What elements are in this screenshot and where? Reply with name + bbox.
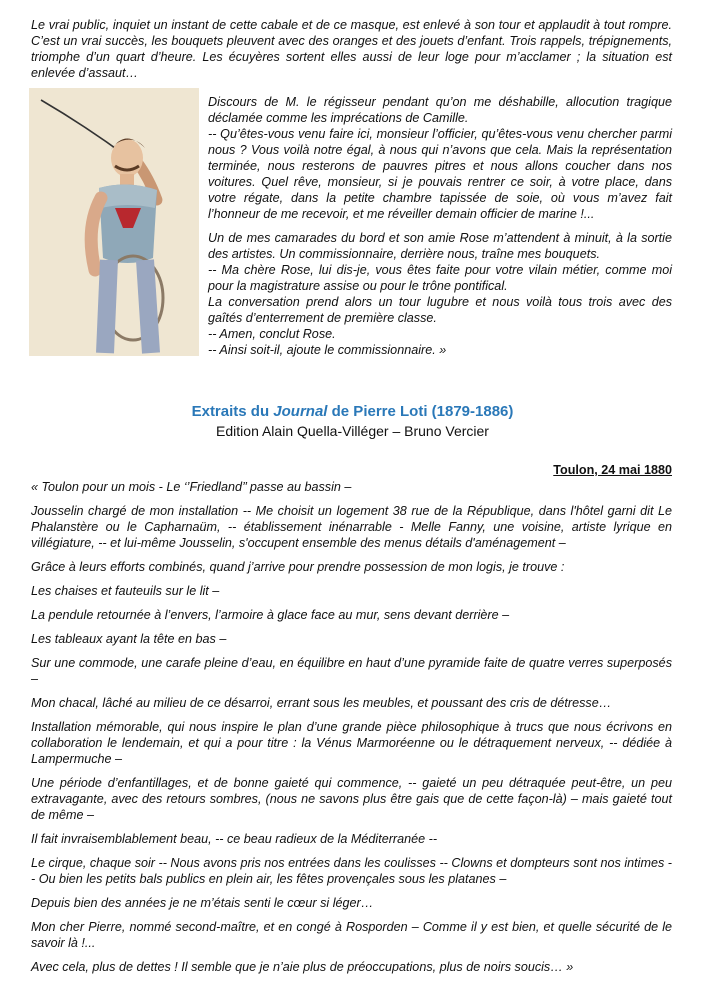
journal-entry: Les chaises et fauteuils sur le lit – <box>31 584 220 598</box>
section-subtitle: Edition Alain Quella-Villéger – Bruno Vercier <box>216 423 489 439</box>
intro-paragraph: Le vrai public, inquiet un instant de cette cabale et de ce masque, est enlevé à son tour et applaudit à tout rompre. C’est un vrai succès, les bouquets pleuvent avec des oranges et des jouets d’enfant. Trois rappels, trépignements, triomphe d’un quart d’heure. Les écuyères sortent elles aussi de leur loge pour m’acclamer ; la situation est enlevée d’assaut… <box>31 18 672 80</box>
journal-entry: La pendule retournée à l’envers, l’armoire à glace face au mur, sens devant derrière – <box>31 608 510 622</box>
speech-regisseur: -- Qu’êtes-vous venu faire ici, monsieur l’officier, qu’êtes-vous venu chercher parmi nous ? Vous voilà notre égal, à nous qui n’avons que cela. Mais la représentation terminée, nous resterons de pauvres pitres et nous allons coucher dans nos voitures. Quel rêve, monsieur, si je pouvais rentrer ce soir, à votre place, dans votre régate, dans la petite chambre tapissée de soie, où vous m’avez fait l’honneur de me recevoir, et me réveiller demain officier de marine !... <box>208 127 672 221</box>
speech-ainsi: -- Ainsi soit-il, ajoute le commissionnaire. » <box>208 343 447 357</box>
section-title <box>0 403 705 420</box>
section-title-prefix: Extraits du <box>191 403 274 420</box>
journal-date: Toulon, 24 mai 1880 <box>553 463 672 477</box>
journal-entry: Grâce à leurs efforts combinés, quand j’arrive pour prendre possession de mon logis, je trouve : <box>31 560 565 574</box>
journal-entry: Jousselin chargé de mon installation -- Me choisit un logement 38 rue de la République, dans l'hôtel garni dit Le Phalanstère ou le Capharnaüm, -- établissement inénarrable - Melle Fanny, une voisine, artiste lyrique en villégiature, -- et lui-même Jousselin, s'occupent ensemble des menus détails d'aménagement – <box>31 504 672 550</box>
illustration-drawing <box>29 88 199 356</box>
journal-entry: Une période d’enfantillages, et de bonne gaieté qui commence, -- gaieté un peu détraquée peut-être, un peu extravagante, avec des retours sombres, (nous ne savons plus être gais que de cette façon-là) – mais gaieté tout de même – <box>31 776 672 822</box>
journal-entry: Mon cher Pierre, nommé second-maître, et en congé à Rosporden – Comme il y est bien, et quelle sécurité de le savoir là !... <box>31 920 672 950</box>
speech-conversation: La conversation prend alors un tour lugubre et nous voilà tous trois avec des gaîtés d’enterrement de première classe. <box>208 295 672 325</box>
journal-entry: Avec cela, plus de dettes ! Il semble que je n’aie plus de préoccupations, plus de noirs soucis… » <box>31 960 574 974</box>
journal-entry: Installation mémorable, qui nous inspire le plan d’une grande pièce philosophique à trucs que nous écrivons en collaboration le lendemain, et qui a pour titre : la Vénus Marmoréenne ou le détraquement nerveux, -- dédiée à Lampermuche – <box>31 720 672 766</box>
journal-entry: Les tableaux ayant la tête en bas – <box>31 632 227 646</box>
journal-entry: Le cirque, chaque soir -- Nous avons pris nos entrées dans les coulisses -- Clowns et dompteurs sont nos intimes -- Ou bien les petits bals publics en plein air, les fêtes provençales sous les platanes – <box>31 856 672 886</box>
section-title-suffix: de Pierre Loti (1879-1886) <box>327 403 514 420</box>
journal-entry: Il fait invraisemblablement beau, -- ce beau radieux de la Méditerranée -- <box>31 832 438 846</box>
journal-entry: Sur une commode, une carafe pleine d’eau, en équilibre en haut d’une pyramide faite de quatre verres superposés – <box>31 656 672 686</box>
journal-entry: Depuis bien des années je ne m’étais senti le cœur si léger… <box>31 896 374 910</box>
speech-intro: Discours de M. le régisseur pendant qu’on me déshabille, allocution tragique déclamée comme les imprécations de Camille. <box>208 95 672 125</box>
speech-midnight: Un de mes camarades du bord et son amie Rose m’attendent à minuit, à la sortie des artistes. Un commissionnaire, derrière nous, traîne mes bouquets. <box>208 231 672 261</box>
journal-entry: Mon chacal, lâché au milieu de ce désarroi, errant sous les meubles, et poussant des cris de détresse… <box>31 696 612 710</box>
journal-entry: « Toulon pour un mois - Le ‘’Friedland’’ passe au bassin – <box>31 480 352 494</box>
acrobat-with-hoop-illustration <box>29 88 199 356</box>
speech-amen: -- Amen, conclut Rose. <box>208 327 336 341</box>
speech-rose: -- Ma chère Rose, lui dis-je, vous êtes faite pour votre vilain métier, comme moi pour la magistrature assise ou pour le trône pontifical. <box>208 263 672 293</box>
section-title-journal: Journal <box>273 403 328 420</box>
